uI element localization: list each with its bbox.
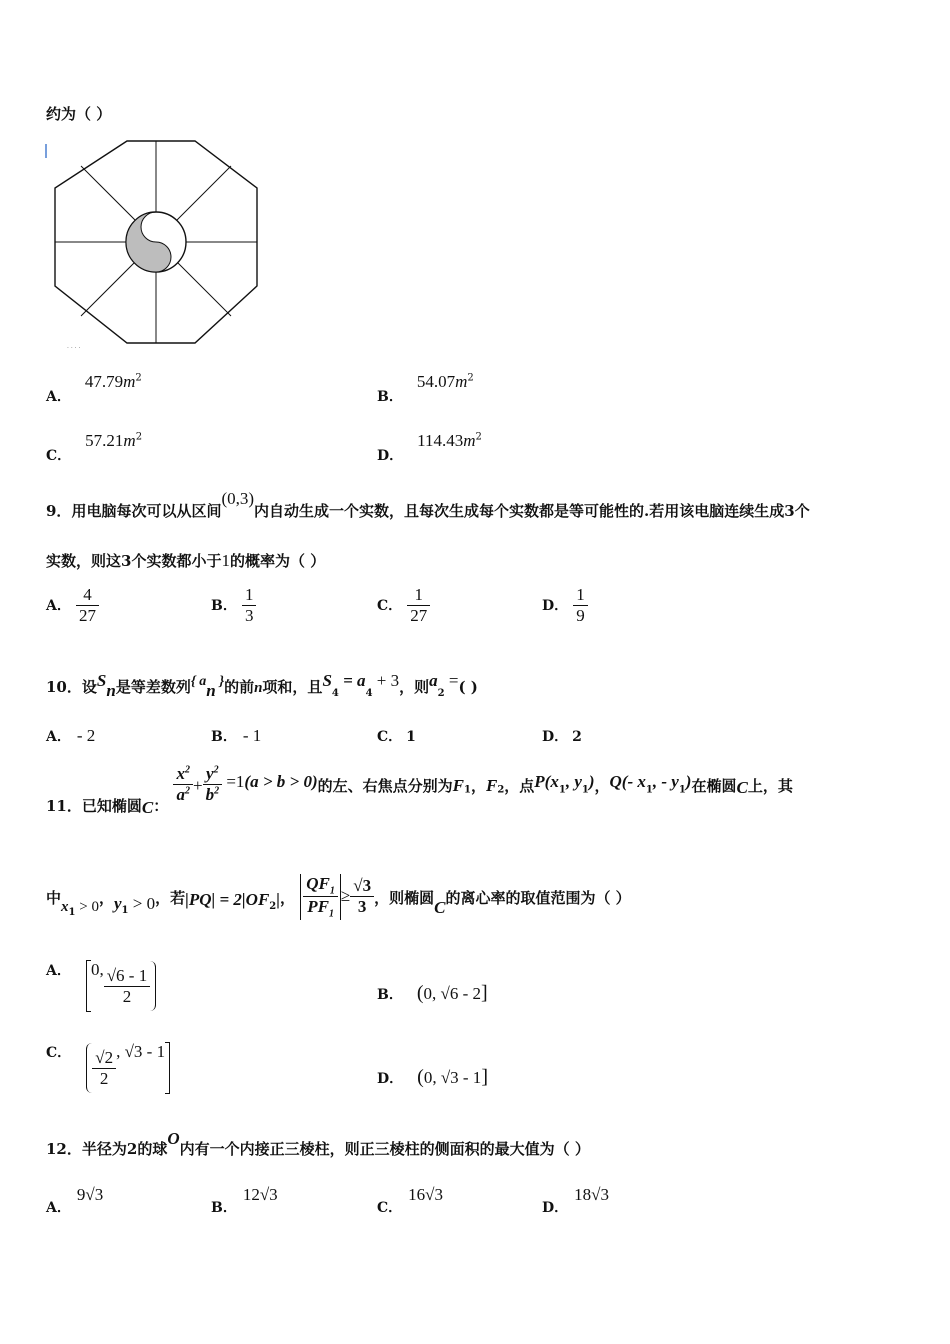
question-9-line-2: 实数，则这3个实数都小于1的概率为（ ） [46, 551, 326, 570]
svg-text:· · · ·: · · · · [67, 345, 81, 350]
q10-option-c[interactable]: C． 1 [377, 729, 416, 745]
octagon-figure [45, 138, 265, 350]
question-11-line-2: 中$x_1 > 0$，$y_1 > 0$，若$|PQ| = 2|OF_2|$， $\frac{QF_1}{PF_1}$ ≥ $\frac{√3}{3}$ ，则椭圆C的离心率的取值范围为（ ） [46, 874, 631, 920]
q12-option-a[interactable]: A．9√3 [46, 1185, 104, 1216]
option-a[interactable]: A．$47.79m^2$ [46, 372, 142, 405]
q10-option-a[interactable]: A． - 2 [46, 726, 96, 745]
q11-option-a[interactable]: A． 0, $\frac{√6 - 1}{2}$ [46, 960, 156, 1012]
question-continuation: 约为（ ） [46, 105, 112, 123]
q11-option-d[interactable]: D． (0, √3 - 1] [377, 1066, 488, 1088]
question-12: 12．半径为2的球O内有一个内接正三棱柱，则正三棱柱的侧面积的最大值为（ ） [46, 1129, 590, 1158]
q9-option-d[interactable]: D． $\frac{1}{9}$ [542, 585, 588, 626]
option-b[interactable]: B．$54.07m^2$ [377, 372, 474, 405]
q10-option-b[interactable]: B． - 1 [211, 726, 262, 745]
q9-option-b[interactable]: B． $\frac{1}{3}$ [211, 585, 256, 626]
question-10: 10．设$S_n$是等差数列{ $a_n$ }的前n项和，且$S_4 = a_4 + 3$，则$a_2$ =( ) [46, 671, 478, 700]
q12-option-c[interactable]: C．16√3 [377, 1185, 443, 1216]
option-c[interactable]: C．$57.21m^2$ [46, 431, 143, 464]
q10-option-d[interactable]: D． 2 [542, 729, 582, 745]
q11-option-b[interactable]: B． (0, √6 - 2] [377, 982, 488, 1004]
q9-option-c[interactable]: C． $\frac{1}{27}$ [377, 585, 430, 626]
q11-option-c[interactable]: C． $\frac{√2}{2}$ , √3 - 1 [46, 1042, 170, 1094]
question-9-line-1: 9．用电脑每次可以从区间(0,3)内自动生成一个实数，且每次生成每个实数都是等可能性的.若用该电脑连续生成3个 [46, 489, 810, 520]
q12-option-b[interactable]: B．12√3 [211, 1185, 278, 1216]
q9-option-a[interactable]: A． $\frac{4}{27}$ [46, 585, 99, 626]
q12-option-d[interactable]: D．18√3 [542, 1185, 609, 1216]
question-11-line-1: 11．已知椭圆C： $\frac{x^2}{a^2}$ + $\frac{y^2}{b^2}$ =1(a > b > 0)的左、右焦点分别为$F_1$，$F_2$，点$P(x_1$, $y_1$)，Q(- $x_1$, - $y_1$)在椭圆C上，其 [46, 764, 793, 817]
option-d[interactable]: D．$114.43m^2$ [377, 431, 482, 464]
